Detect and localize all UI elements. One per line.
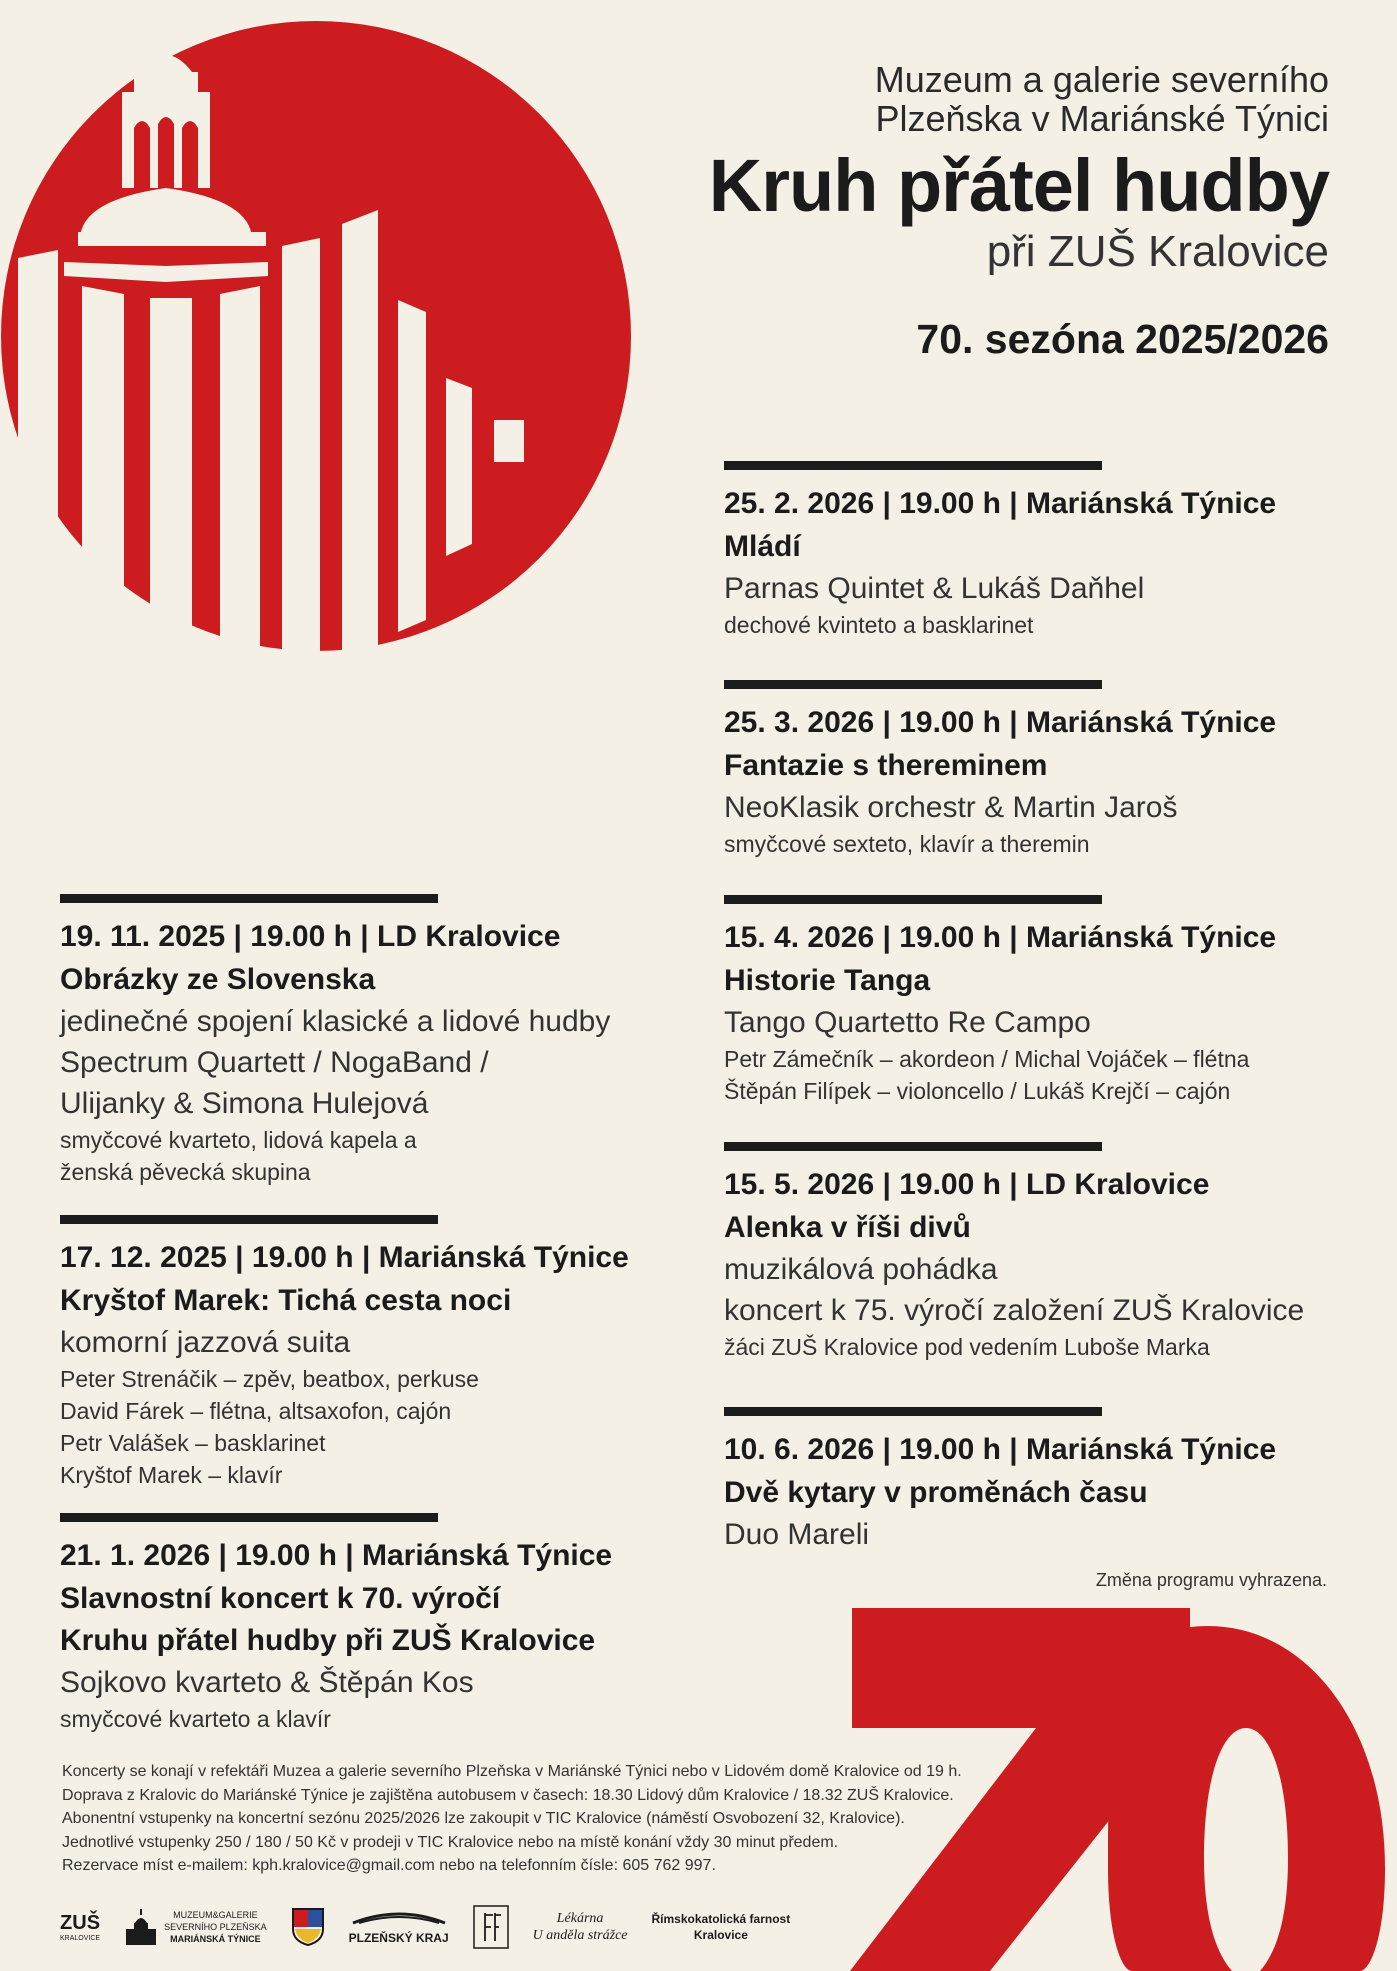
event-date: 25. 3. 2026 | 19.00 h | Mariánská Týnice (724, 706, 1277, 739)
event-title: Fantazie s thereminem (724, 749, 1048, 782)
event-card (724, 895, 1344, 1107)
event-note: Peter Strenáčik – zpěv, beatbox, perkuse (60, 1366, 479, 1392)
museum-logo-text: MARIÁNSKÁ TÝNICE (170, 1934, 261, 1944)
zus-logo (60, 1912, 100, 1943)
event-divider (724, 1407, 1102, 1416)
museum-church-icon (124, 1909, 158, 1945)
event-title: Historie Tanga (724, 964, 931, 997)
event-detail: Tango Quartetto Re Campo (724, 1006, 1091, 1039)
event-note: Kryštof Marek – klavír (60, 1462, 283, 1488)
event-note: smyčcové kvarteto, lidová kapela a (60, 1127, 417, 1153)
parish-logo-text: Kralovice (693, 1928, 748, 1942)
parish-logo (652, 1911, 791, 1943)
header (709, 60, 1329, 363)
church-emblem (0, 0, 640, 880)
event-detail: Parnas Quintet & Lukáš Daňhel (724, 572, 1145, 605)
event-detail: Spectrum Quartett / NogaBand / (60, 1046, 489, 1079)
event-card (724, 1407, 1344, 1555)
museum-logo-text: SEVERNÍHO PLZEŇSKA (164, 1922, 267, 1932)
kraj-logo-text: PLZEŇSKÝ KRAJ (348, 1930, 449, 1945)
event-title: Alenka v říši divů (724, 1211, 971, 1244)
event-note: smyčcové kvarteto a klavír (60, 1706, 331, 1732)
kraj-arc-icon (351, 1909, 447, 1925)
event-detail: komorní jazzová suita (60, 1326, 351, 1359)
event-date: 25. 2. 2026 | 19.00 h | Mariánská Týnice (724, 487, 1277, 520)
event-detail: Sojkovo kvarteto & Štěpán Kos (60, 1666, 474, 1699)
museum-logo-text: MUZEUM&GALERIE (173, 1910, 258, 1920)
event-date: 15. 4. 2026 | 19.00 h | Mariánská Týnice (724, 921, 1277, 954)
parish-logo-text: Římskokatolická farnost (651, 1912, 791, 1926)
event-note: žáci ZUŠ Kralovice pod vedením Luboše Marka (724, 1334, 1210, 1360)
footer-line: Jednotlivé vstupenky 250 / 180 / 50 Kč v prodeji v TIC Kralovice nebo na místě konání vždy 30 minut předem. (62, 1833, 839, 1851)
zus-logo-sub: KRALOVICE (60, 1934, 101, 1942)
event-note: Štěpán Filípek – violoncello / Lukáš Krejčí – cajón (724, 1078, 1231, 1104)
event-title: Obrázky ze Slovenska (60, 963, 376, 996)
institution-line: Muzeum a galerie severního (874, 59, 1329, 100)
zus-logo-mark: ZUŠ (60, 1911, 101, 1934)
event-detail: jedinečné spojení klasické a lidové hudby (60, 1005, 611, 1038)
page-title: Kruh přátel hudby (708, 144, 1329, 227)
event-note: dechové kvinteto a basklarinet (724, 612, 1034, 638)
event-detail: Ulijanky & Simona Hulejová (60, 1087, 429, 1120)
event-divider (60, 894, 438, 903)
plzensky-kraj-logo (349, 1909, 449, 1946)
event-date: 10. 6. 2026 | 19.00 h | Mariánská Týnice (724, 1433, 1277, 1466)
event-title: Dvě kytary v proměnách času (724, 1476, 1148, 1509)
institution-line: Plzeňska v Mariánské Týnici (875, 98, 1329, 139)
event-date: 15. 5. 2026 | 19.00 h | LD Kralovice (724, 1168, 1210, 1201)
program-change-note: Změna programu vyhrazena. (1095, 1570, 1327, 1590)
event-date: 19. 11. 2025 | 19.00 h | LD Kralovice (60, 920, 561, 953)
footer-line: Abonentní vstupenky na koncertní sezónu 2025/2026 lze zakoupit v TIC Kralovice (náměstí Osvobození 32, Kralovice). (62, 1810, 905, 1827)
event-divider (724, 680, 1102, 689)
event-card (724, 461, 1344, 641)
event-detail: koncert k 75. výročí založení ZUŠ Kralovice (724, 1294, 1305, 1327)
event-note: smyčcové sexteto, klavír a theremin (724, 831, 1090, 857)
event-title: Slavnostní koncert k 70. výročí (60, 1582, 501, 1615)
event-divider (724, 461, 1102, 470)
event-card (724, 680, 1344, 860)
event-divider (724, 1142, 1102, 1151)
event-detail: muzikálová pohádka (724, 1253, 998, 1286)
event-title: Mládí (724, 530, 801, 563)
footer-info (62, 1760, 1042, 1878)
event-card (60, 894, 680, 1188)
footer-line: Koncerty se konají v refektáři Muzea a galerie severního Plzeňska v Mariánské Týnici nebo v Lidovém domě Kralovice od 19 h. (62, 1763, 962, 1780)
event-note: Petr Valášek – basklarinet (60, 1430, 326, 1456)
event-date: 21. 1. 2026 | 19.00 h | Mariánská Týnice (60, 1539, 613, 1572)
footer-line: Rezervace míst e-mailem: kph.kralovice@gmail.com nebo na telefonním čísle: 605 762 997. (62, 1857, 716, 1874)
event-detail: Duo Mareli (724, 1518, 870, 1551)
event-title: Kryštof Marek: Tichá cesta noci (60, 1284, 512, 1317)
event-detail: NeoKlasik orchestr & Martin Jaroš (724, 791, 1178, 824)
page-subtitle: při ZUŠ Kralovice (986, 227, 1329, 276)
event-card (60, 1215, 680, 1491)
sponsor-logos (60, 1905, 790, 1949)
event-note: David Fárek – flétna, altsaxofon, cajón (60, 1398, 452, 1424)
town-coat-of-arms-icon (291, 1907, 325, 1947)
event-divider (724, 895, 1102, 904)
pharmacy-logo (533, 1910, 628, 1944)
event-date: 17. 12. 2025 | 19.00 h | Mariánská Týnice (60, 1241, 629, 1274)
season-label: 70. sezóna 2025/2026 (916, 316, 1329, 362)
event-note: Petr Zámečník – akordeon / Michal Vojáček – flétna (724, 1046, 1250, 1072)
event-card (60, 1513, 680, 1735)
museum-logo (124, 1909, 267, 1945)
event-divider (60, 1215, 438, 1224)
ff-logo-icon (473, 1905, 509, 1949)
event-divider (60, 1513, 438, 1522)
event-card (724, 1142, 1344, 1363)
event-note: ženská pěvecká skupina (60, 1159, 311, 1185)
footer-line: Doprava z Kralovic do Mariánské Týnice je zajištěna autobusem v časech: 18.30 Lidový dům Kralovice / 18.32 ZUŠ Kralovice. (62, 1786, 954, 1804)
pharmacy-logo-text: U anděla strážce (532, 1928, 628, 1943)
pharmacy-logo-text: Lékárna (556, 1911, 604, 1926)
event-title: Kruhu přátel hudby při ZUŠ Kralovice (60, 1624, 596, 1657)
